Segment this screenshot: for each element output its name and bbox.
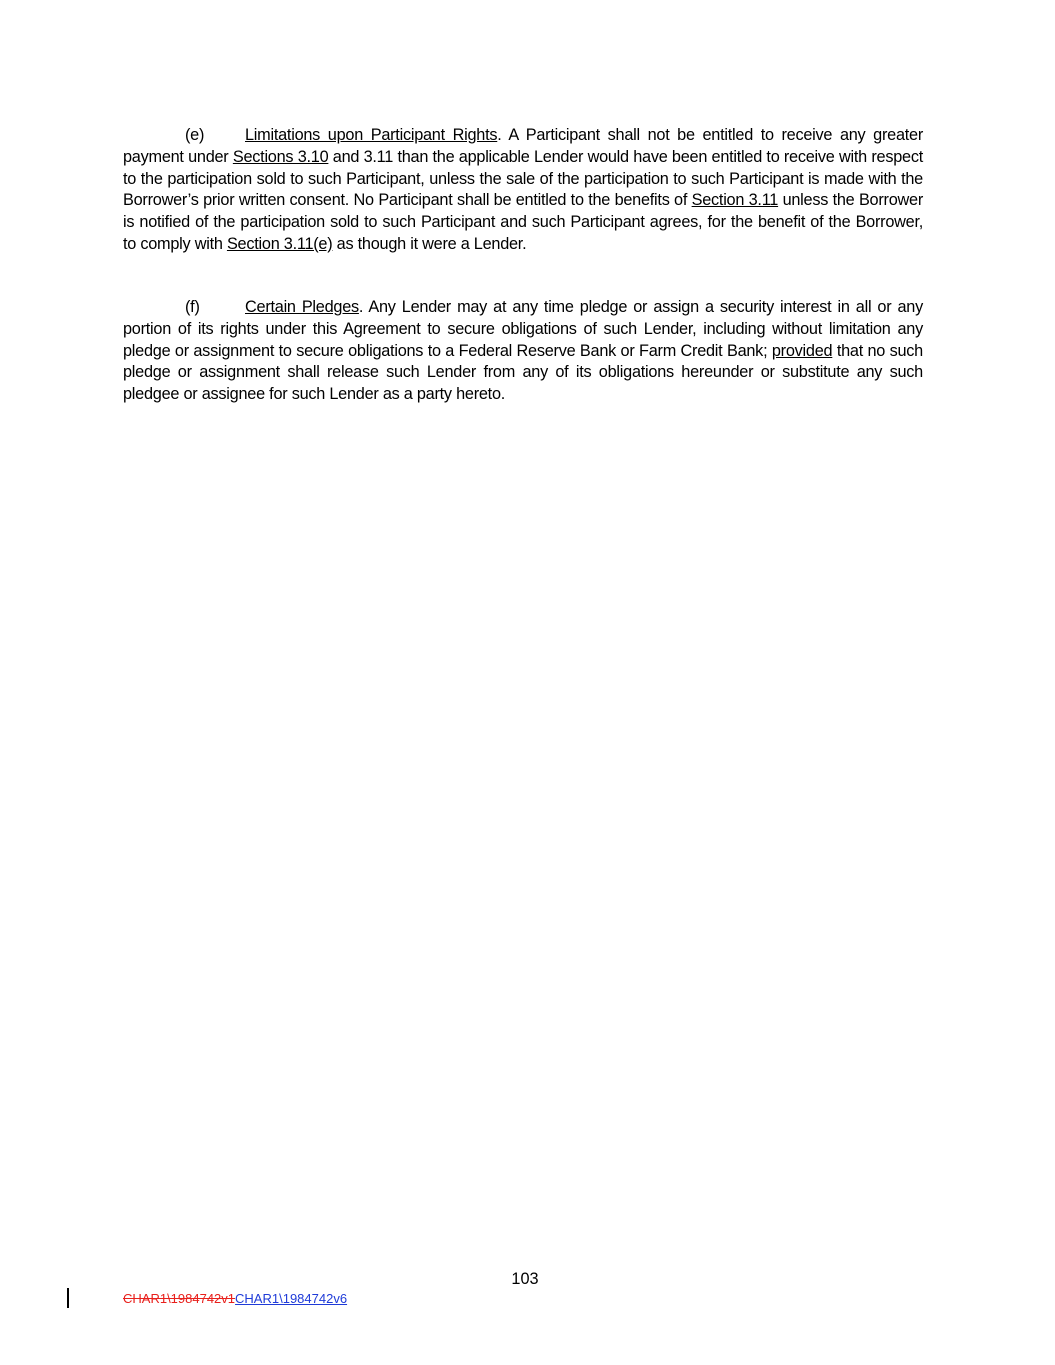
document-id-deleted: CHAR1\1984742v1 [123,1291,236,1306]
paragraph-e-marker: (e) [185,126,205,144]
provided-term: provided [771,341,833,360]
paragraph-e-heading: Limitations upon Participant Rights [245,126,498,144]
paragraph-e-text-1: . A Participant shall not be entitled to receive any greater payment under [123,126,923,166]
document-id-inserted: CHAR1\1984742v6 [235,1291,348,1306]
paragraph-e-text-2: and 3.11 than the applicable Lender would have been entitled to receive with respect to the participation sold to such Participant, unless the sale of the participation to such Participant is made with the Borrower’s prior written consent. No Participant shall be entitled to the benefits of [123,147,923,210]
cross-reference-sections-3-10: Sections 3.10 [232,147,329,166]
cross-reference-section-3-11: Section 3.11 [691,191,779,210]
paragraph-f-text-1: . Any Lender may at any time pledge or assign a security interest in all or any portion of its rights under this Agreement to secure obligations of such Lender, including without limitation any pledge or assignment to secure obligations to a Federal Reserve Bank or Farm Credit Bank; [123,298,923,360]
paragraph-f-marker: (f) [185,298,200,316]
cross-reference-section-3-11-e: Section 3.11(e) [226,234,333,253]
paragraph-f [123,297,923,406]
paragraph-e-text-3: unless the Borrower is notified of the participation sold to such Participant and such Participant agrees, for the benefit of the Borrower, to comply with [123,191,923,253]
paragraph-e-text-4: as though it were a Lender. [332,234,527,253]
paragraph-f-heading: Certain Pledges [245,298,359,316]
revision-change-bar [67,1288,69,1308]
document-id [123,1291,347,1307]
page-number: 103 [511,1270,539,1288]
paragraph-e [123,125,923,256]
paragraph-f-text-2: that no such pledge or assignment shall release such Lender from any of its obligations hereunder or substitute any such pledgee or assignee for such Lender as a party hereto. [123,341,923,404]
